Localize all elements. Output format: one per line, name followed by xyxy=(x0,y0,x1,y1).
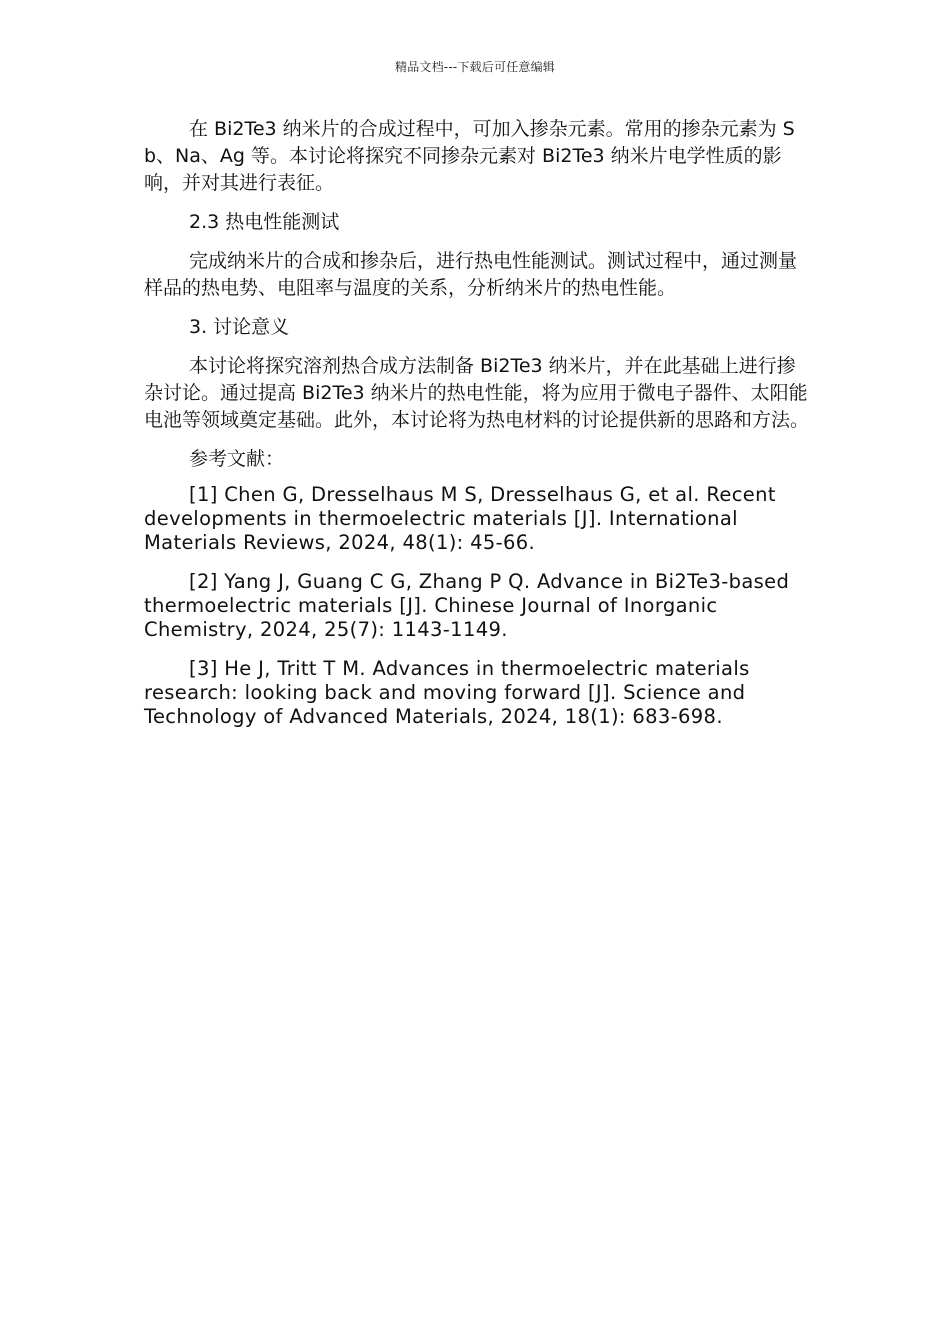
reference-item-1: [1] Chen G, Dresselhaus M S, Dresselhaus G, et al. Recent developments in thermoelectric materials [J]. International Materials Reviews, 2024, 48(1): 45-66. xyxy=(144,483,776,554)
reference-item-2: [2] Yang J, Guang C G, Zhang P Q. Advance in Bi2Te3-based thermoelectric materials [J]. Chinese Journal of Inorganic Chemistry, 2024, 25(7): 1143-1149. xyxy=(144,570,790,641)
document-body xyxy=(144,116,810,744)
paragraph-doping: 在 Bi2Te3 纳米片的合成过程中，可加入掺杂元素。常用的掺杂元素为 Sb、Na、Ag 等。本讨论将探究不同掺杂元素对 Bi2Te3 纳米片电学性质的影响，并对其进行表征。 xyxy=(144,118,795,194)
page-header: 精品文档---下载后可任意编辑 xyxy=(395,60,555,74)
references-title: 参考文献： xyxy=(189,448,285,470)
paragraph-significance: 本讨论将探究溶剂热合成方法制备 Bi2Te3 纳米片，并在此基础上进行掺杂讨论。通过提高 Bi2Te3 纳米片的热电性能，将为应用于微电子器件、太阳能电池等领域奠定基础。此外，本讨论将为热电材料的讨论提供新的思路和方法。 xyxy=(144,355,810,431)
reference-item-3: [3] He J, Tritt T M. Advances in thermoelectric materials research: looking back and moving forward [J]. Science and Technology of Advanced Materials, 2024, 18(1): 683-698. xyxy=(144,657,750,728)
section-heading-3: 3. 讨论意义 xyxy=(189,316,290,338)
paragraph-testing: 完成纳米片的合成和掺杂后，进行热电性能测试。测试过程中，通过测量样品的热电势、电阻率与温度的关系，分析纳米片的热电性能。 xyxy=(144,250,798,299)
section-heading-2-3: 2.3 热电性能测试 xyxy=(189,211,340,233)
